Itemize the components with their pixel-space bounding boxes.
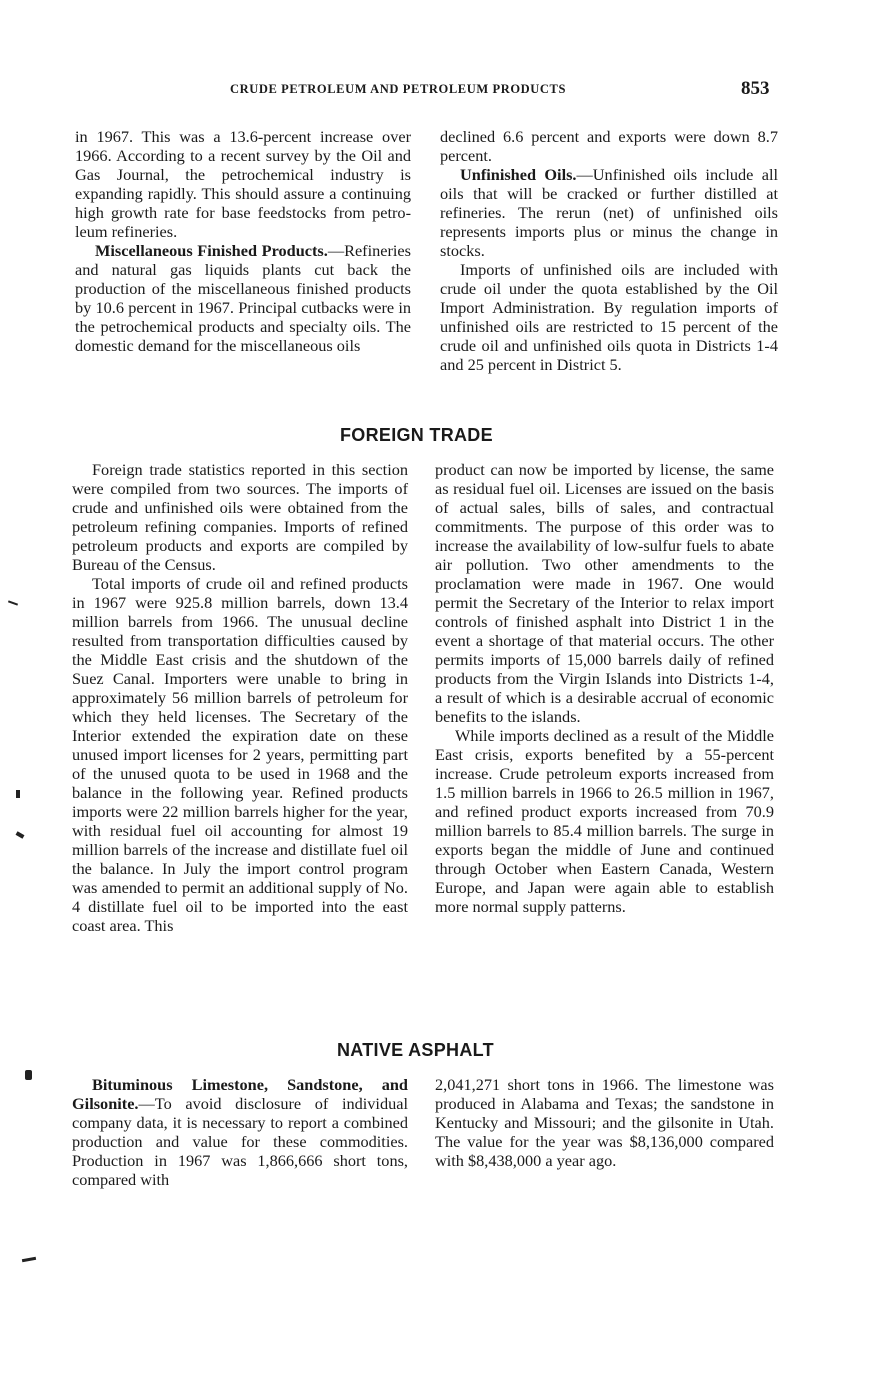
native-asphalt-right-column [435,1075,774,1170]
scan-artifact [16,790,20,798]
paragraph [75,241,411,355]
scan-artifact [8,600,18,605]
paragraph [72,1075,408,1189]
page-number: 853 [741,78,770,99]
section-title-native-asphalt: NATIVE ASPHALT [337,1040,494,1060]
paragraph: Total imports of crude oil and refined products in 1967 were 925.8 million barrels, down 13.4 million barrels from 1966. The unusual decline resulted from transportation difficulties caused by the Middle East crisis and the shutdown of the Suez Canal. Importers were unable to bring in approximately 56 million barrels of petroleum for which they held licenses. The Secretary of the Interior extended the expiration date on these unused import licenses for 2 years, permitting part of the unused quota to be used in 1968 and the balance in the following year. Refined products imports were 22 million barrels higher for the year, with residual fuel oil accounting for almost 19 million barrels of the increase and distillate fuel oil the balance. In July the import control program was amended to permit an additional supply of No. 4 distillate fuel oil to be imported into the east coast area. This [72,574,408,935]
foreign-trade-left-column [72,460,408,935]
paragraph: Foreign trade statistics reported in this section were compiled from two sources. The imports of crude and unfinished oils were obtained from the petroleum refining companies. Imports of refined petroleum products and exports are compiled by Bureau of the Census. [72,460,408,574]
top-right-column [440,127,778,374]
paragraph-heading: Unfinished Oils. [460,165,577,184]
scan-artifact [22,1257,36,1262]
scan-artifact [16,831,25,838]
paragraph: 2,041,271 short tons in 1966. The limestone was produced in Alabama and Texas; the sandstone in Kentucky and Missouri; and the gilsonite in Utah. The value for the year was $8,136,000 compared with $8,438,000 a year ago. [435,1075,774,1170]
paragraph [440,165,778,260]
running-head: CRUDE PETROLEUM AND PETROLEUM PRODUCTS [230,82,567,96]
paragraph-heading: Miscellaneous Finished Products. [95,241,328,260]
paragraph: declined 6.6 percent and exports were down 8.7 percent. [440,127,778,165]
foreign-trade-right-column [435,460,774,916]
native-asphalt-left-column [72,1075,408,1189]
paragraph-text: —Refineries and natural gas liquids plants cut back the production of the miscellaneous finished products by 10.6 percent in 1967. Principal cutbacks were in the petrochemical products and specialty oils. The domestic demand for the miscellaneous oils [75,241,411,355]
scan-artifact [25,1070,32,1080]
section-title-foreign-trade: FOREIGN TRADE [340,425,493,445]
paragraph-heading: Bituminous Limestone, Sandstone, and Gilsonite. [72,1075,408,1113]
paragraph-text: —To avoid disclosure of individual company data, it is necessary to report a combined production and value for these commodities. Production in 1967 was 1,866,666 short tons, compared with [72,1094,408,1189]
paragraph-text: —Unfinished oils include all oils that will be cracked or further distilled at refineries. The rerun (net) of unfinished oils represents imports plus or minus the change in stocks. [440,165,779,260]
paragraph: While imports declined as a result of the Middle East crisis, exports benefited by a 55-percent increase. Crude petroleum exports increased from 1.5 million barrels in 1966 to 26.5 million in 1967, and refined product exports increased from 70.9 million barrels to 85.4 million barrels. The surge in exports began the middle of June and continued through October when Eastern Canada, Western Europe, and Japan were again able to establish more normal supply patterns. [435,726,774,916]
paragraph: product can now be imported by license, the same as residual fuel oil. Licenses are issued on the basis of actual sales, bills of sales, and contractual commitments. The purpose of this order was to increase the availability of low-sulfur fuels to abate air pollution. Two other amendments to the proclamation were made in 1967. One would permit the Secretary of the Interior to relax import controls of finished asphalt into District 1 in the event a shortage of that material occurs. The other permits imports of 15,000 barrels daily of refined products from the Virgin Islands into Districts 1-4, a result of which is a desirable accrual of economic benefits to the islands. [435,460,774,726]
paragraph: Imports of unfinished oils are included with crude oil under the quota established by the Oil Import Administration. By regulation imports of unfinished oils are restricted to 15 percent of the crude oil and unfinished oils quota in Districts 1-4 and 25 percent in District 5. [440,260,778,374]
top-left-column [75,127,411,355]
paragraph: in 1967. This was a 13.6-percent increase over 1966. According to a recent survey by the Oil and Gas Journal, the petrochemical industry is expanding rapidly. This should assure a continuing high growth rate for base feedstocks from petroleum refineries. [75,127,411,241]
